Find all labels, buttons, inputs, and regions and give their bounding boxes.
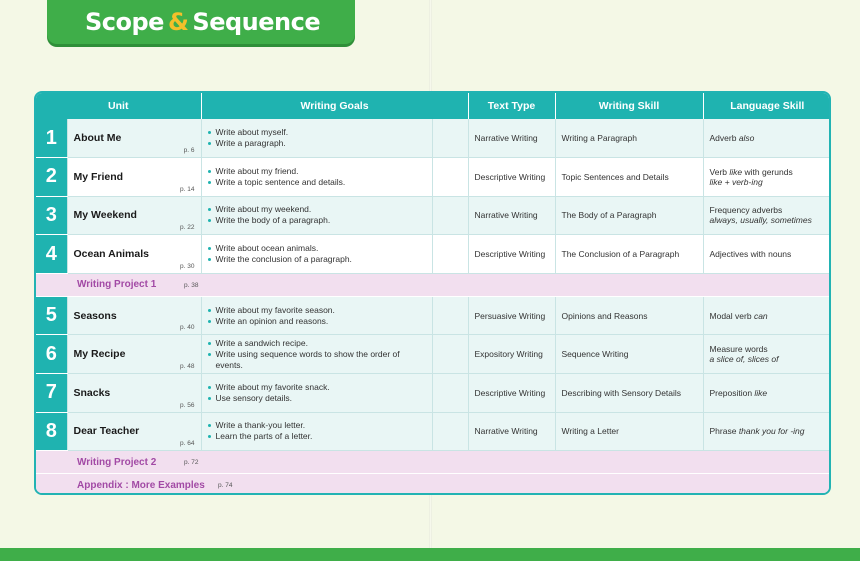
language-skill: Verb like with gerunds like + verb-ing xyxy=(703,158,831,197)
unit-cell xyxy=(67,235,201,274)
unit-number: 3 xyxy=(36,196,67,235)
writing-skill: The Conclusion of a Paragraph xyxy=(555,235,703,274)
page-ref: p. 38 xyxy=(184,281,199,289)
writing-skill: The Body of a Paragraph xyxy=(555,196,703,235)
language-skill: Modal verb can xyxy=(703,296,831,335)
spacer-cell xyxy=(432,119,468,158)
language-skill: Preposition like xyxy=(703,374,831,413)
goal-item: Write the conclusion of a paragraph. xyxy=(208,254,426,265)
goals-cell xyxy=(201,196,432,235)
unit-cell xyxy=(67,374,201,413)
unit-name: My Weekend xyxy=(73,209,137,222)
text-type: Descriptive Writing xyxy=(468,374,555,413)
language-skill: Measure words a slice of, slices of xyxy=(703,335,831,374)
table-header-row xyxy=(36,93,831,119)
table-row xyxy=(36,158,831,197)
page-ref: p. 40 xyxy=(180,324,195,332)
unit-number: 4 xyxy=(36,235,67,274)
project-label-cell xyxy=(36,451,468,474)
header-writing-skill: Writing Skill xyxy=(555,93,703,119)
goal-item: Write a thank-you letter. xyxy=(208,420,426,431)
goal-item: Write using sequence words to show the order of events. xyxy=(208,349,426,371)
unit-cell xyxy=(67,196,201,235)
unit-cell xyxy=(67,119,201,158)
table-row xyxy=(36,335,831,374)
spacer-cell xyxy=(432,374,468,413)
project-label-cell xyxy=(36,474,468,495)
table-row xyxy=(36,119,831,158)
page-ref: p. 48 xyxy=(180,363,195,371)
writing-skill: Topic Sentences and Details xyxy=(555,158,703,197)
unit-number: 1 xyxy=(36,119,67,158)
page-ref: p. 56 xyxy=(180,401,195,409)
unit-name: Seasons xyxy=(73,309,117,322)
project-row xyxy=(36,273,831,296)
language-skill: Adjectives with nouns xyxy=(703,235,831,274)
writing-skill: Sequence Writing xyxy=(555,335,703,374)
text-type: Narrative Writing xyxy=(468,412,555,451)
goal-item: Write a paragraph. xyxy=(208,138,426,149)
goal-item: Write the body of a paragraph. xyxy=(208,215,426,226)
header-unit: Unit xyxy=(36,93,201,119)
writing-skill: Opinions and Reasons xyxy=(555,296,703,335)
goal-item: Write a sandwich recipe. xyxy=(208,338,426,349)
spacer-cell xyxy=(432,335,468,374)
spacer-cell xyxy=(432,235,468,274)
text-type: Expository Writing xyxy=(468,335,555,374)
text-type: Persuasive Writing xyxy=(468,296,555,335)
goals-cell xyxy=(201,296,432,335)
goal-item: Use sensory details. xyxy=(208,393,426,404)
goal-item: Write about my weekend. xyxy=(208,204,426,215)
unit-number: 8 xyxy=(36,412,67,451)
unit-name: My Friend xyxy=(73,170,124,183)
project-name: Writing Project 1 xyxy=(77,279,157,291)
goals-cell xyxy=(201,119,432,158)
title-ampersand: & xyxy=(167,8,189,36)
language-skill: Adverb also xyxy=(703,119,831,158)
header-writing-goals: Writing Goals xyxy=(201,93,468,119)
unit-number: 6 xyxy=(36,335,67,374)
unit-name: Ocean Animals xyxy=(73,248,149,261)
table-row xyxy=(36,374,831,413)
spacer-cell xyxy=(432,296,468,335)
table-row xyxy=(36,196,831,235)
goal-item: Write about myself. xyxy=(208,127,426,138)
writing-skill: Writing a Paragraph xyxy=(555,119,703,158)
unit-number: 5 xyxy=(36,296,67,335)
bottom-bar xyxy=(0,548,860,561)
project-fill-cell xyxy=(468,273,831,296)
unit-cell xyxy=(67,296,201,335)
project-row xyxy=(36,451,831,474)
project-row xyxy=(36,474,831,495)
unit-name: My Recipe xyxy=(73,348,126,361)
page-ref: p. 14 xyxy=(180,185,195,193)
goal-item: Write about ocean animals. xyxy=(208,243,426,254)
page-title xyxy=(47,0,355,44)
page-ref: p. 72 xyxy=(184,459,199,467)
page-ref: p. 30 xyxy=(180,262,195,270)
goals-cell xyxy=(201,158,432,197)
unit-cell xyxy=(67,335,201,374)
language-skill: Frequency adverbs always, usually, sometimes xyxy=(703,196,831,235)
page-ref: p. 22 xyxy=(180,224,195,232)
unit-number: 2 xyxy=(36,158,67,197)
goals-cell xyxy=(201,335,432,374)
goal-item: Write about my favorite snack. xyxy=(208,382,426,393)
header-text-type: Text Type xyxy=(468,93,555,119)
unit-cell xyxy=(67,158,201,197)
scope-sequence-table xyxy=(34,91,831,495)
goals-cell xyxy=(201,235,432,274)
table-row xyxy=(36,235,831,274)
title-word-scope: Scope xyxy=(85,8,164,36)
unit-name: About Me xyxy=(73,132,122,145)
unit-name: Dear Teacher xyxy=(73,425,140,438)
text-type: Descriptive Writing xyxy=(468,235,555,274)
goal-item: Write a topic sentence and details. xyxy=(208,177,426,188)
goal-item: Write about my favorite season. xyxy=(208,305,426,316)
text-type: Descriptive Writing xyxy=(468,158,555,197)
spacer-cell xyxy=(432,412,468,451)
table-row xyxy=(36,296,831,335)
unit-name: Snacks xyxy=(73,386,111,399)
goal-item: Write an opinion and reasons. xyxy=(208,316,426,327)
unit-cell xyxy=(67,412,201,451)
text-type: Narrative Writing xyxy=(468,119,555,158)
page-ref: p. 64 xyxy=(180,440,195,448)
project-fill-cell xyxy=(468,474,831,495)
spacer-cell xyxy=(432,196,468,235)
writing-skill: Describing with Sensory Details xyxy=(555,374,703,413)
writing-skill: Writing a Letter xyxy=(555,412,703,451)
title-word-sequence: Sequence xyxy=(192,8,321,36)
unit-number: 7 xyxy=(36,374,67,413)
header-language-skill: Language Skill xyxy=(703,93,831,119)
spacer-cell xyxy=(432,158,468,197)
project-name: Writing Project 2 xyxy=(77,456,157,468)
goal-item: Write about my friend. xyxy=(208,166,426,177)
project-name: Appendix : More Examples xyxy=(77,479,205,491)
page-ref: p. 6 xyxy=(183,147,195,155)
page-ref: p. 74 xyxy=(218,482,233,490)
text-type: Narrative Writing xyxy=(468,196,555,235)
language-skill: Phrase thank you for -ing xyxy=(703,412,831,451)
table-row xyxy=(36,412,831,451)
project-fill-cell xyxy=(468,451,831,474)
goal-item: Learn the parts of a letter. xyxy=(208,431,426,442)
goals-cell xyxy=(201,374,432,413)
goals-cell xyxy=(201,412,432,451)
project-label-cell xyxy=(36,273,468,296)
